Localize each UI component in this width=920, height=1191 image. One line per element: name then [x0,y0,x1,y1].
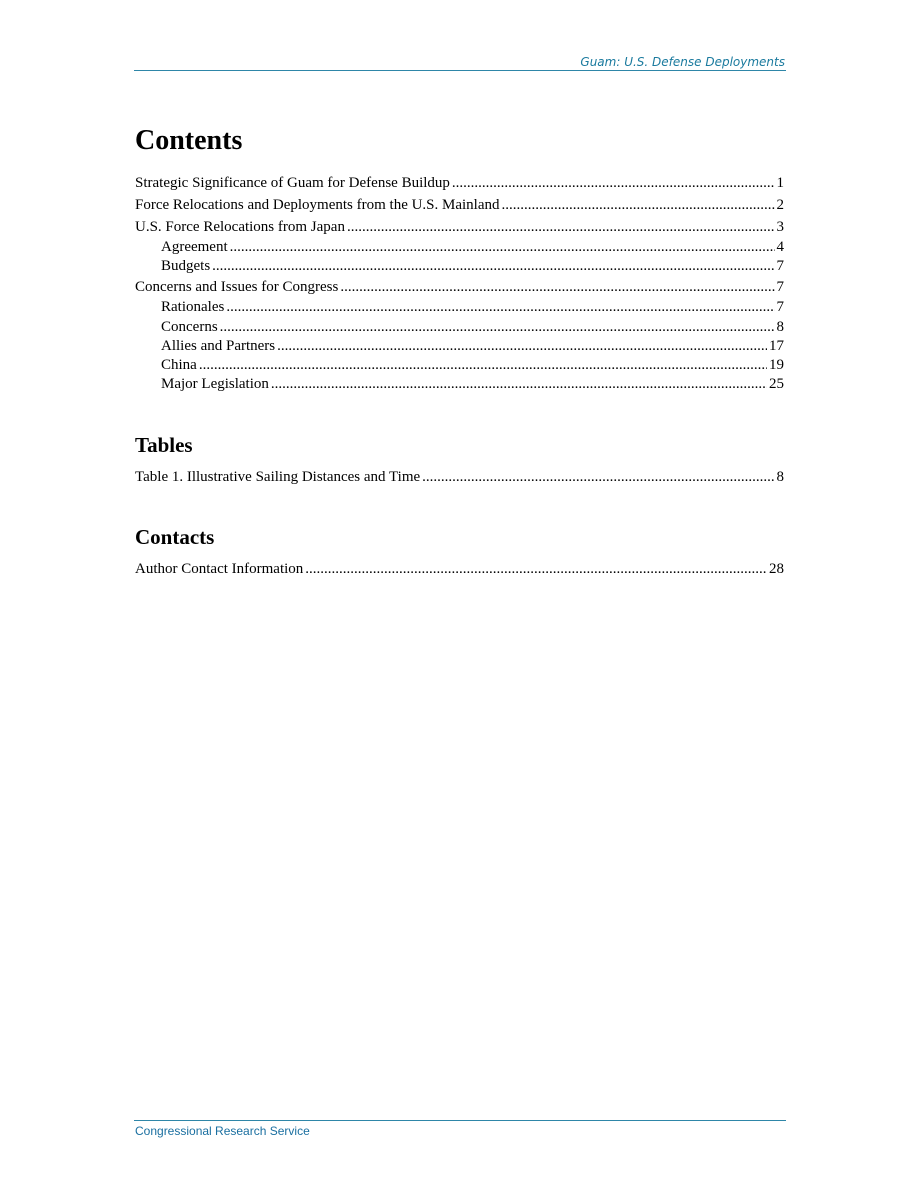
footer-organization: Congressional Research Service [135,1124,310,1138]
toc-entry-title: Concerns [161,318,218,335]
toc-subentry[interactable] [135,337,784,356]
toc-leader [452,172,775,194]
toc-entry[interactable] [135,172,784,194]
toc-entry-page: 3 [776,219,784,235]
tables-list [135,466,784,488]
toc-entry-title: Author Contact Information [135,561,304,578]
toc-leader [277,337,767,356]
contents-list [135,172,784,394]
contacts-heading: Contacts [135,525,215,550]
toc-entry-page: 1 [776,175,784,191]
toc-leader [305,558,767,580]
toc-entry-title: Rationales [161,299,225,316]
toc-entry-page: 8 [776,318,784,335]
toc-leader [422,466,774,488]
toc-entry-title: Major Legislation [161,376,269,393]
tables-section [135,430,784,488]
toc-entry-page: 4 [776,239,784,255]
toc-leader [199,356,767,375]
toc-entry-title: Budgets [161,258,211,275]
toc-entry-page: 7 [776,279,784,296]
toc-entry-page: 28 [769,561,784,578]
toc-subentry[interactable] [135,318,784,337]
toc-subentry[interactable] [135,238,784,257]
toc-entry[interactable] [135,558,784,580]
toc-entry-page: 2 [776,197,784,213]
toc-entry-title: Strategic Significance of Guam for Defense Buildup [135,175,450,191]
toc-subentry[interactable] [135,257,784,276]
toc-entry-page: 19 [769,356,784,373]
toc-entry-title: Concerns and Issues for Congress [135,279,339,296]
toc-entry-page: 7 [776,258,784,275]
toc-entry-title: Agreement [161,239,228,255]
toc-leader [212,257,774,276]
toc-leader [226,298,774,317]
toc-entry-title: Allies and Partners [161,337,276,354]
toc-leader [220,318,775,337]
toc-entry-title: U.S. Force Relocations from Japan [135,219,345,235]
toc-entry[interactable] [135,276,784,298]
toc-leader [502,194,775,216]
toc-leader [230,238,775,257]
toc-entry-page: 7 [776,299,784,316]
toc-page-content [135,120,784,580]
toc-leader [340,276,774,298]
toc-entry-title: Force Relocations and Deployments from the U.S. Mainland [135,197,500,213]
contacts-section [135,522,784,580]
toc-entry-page: 17 [769,337,784,354]
toc-entry-title: Table 1. Illustrative Sailing Distances and Time [135,469,421,486]
page-header [134,54,786,71]
page-footer [134,1120,786,1138]
toc-entry[interactable] [135,466,784,488]
toc-entry-page: 25 [769,376,784,393]
toc-entry-title: China [161,356,197,373]
toc-entry[interactable] [135,216,784,238]
toc-leader [347,216,775,238]
contents-heading: Contents [135,125,243,156]
contacts-list [135,558,784,580]
toc-subentry[interactable] [135,298,784,317]
toc-entry-page: 8 [776,469,784,486]
toc-leader [271,375,767,394]
tables-heading: Tables [135,433,193,458]
toc-entry[interactable] [135,194,784,216]
toc-subentry[interactable] [135,375,784,394]
toc-subentry[interactable] [135,356,784,375]
running-header-title: Guam: U.S. Defense Deployments [580,55,785,69]
